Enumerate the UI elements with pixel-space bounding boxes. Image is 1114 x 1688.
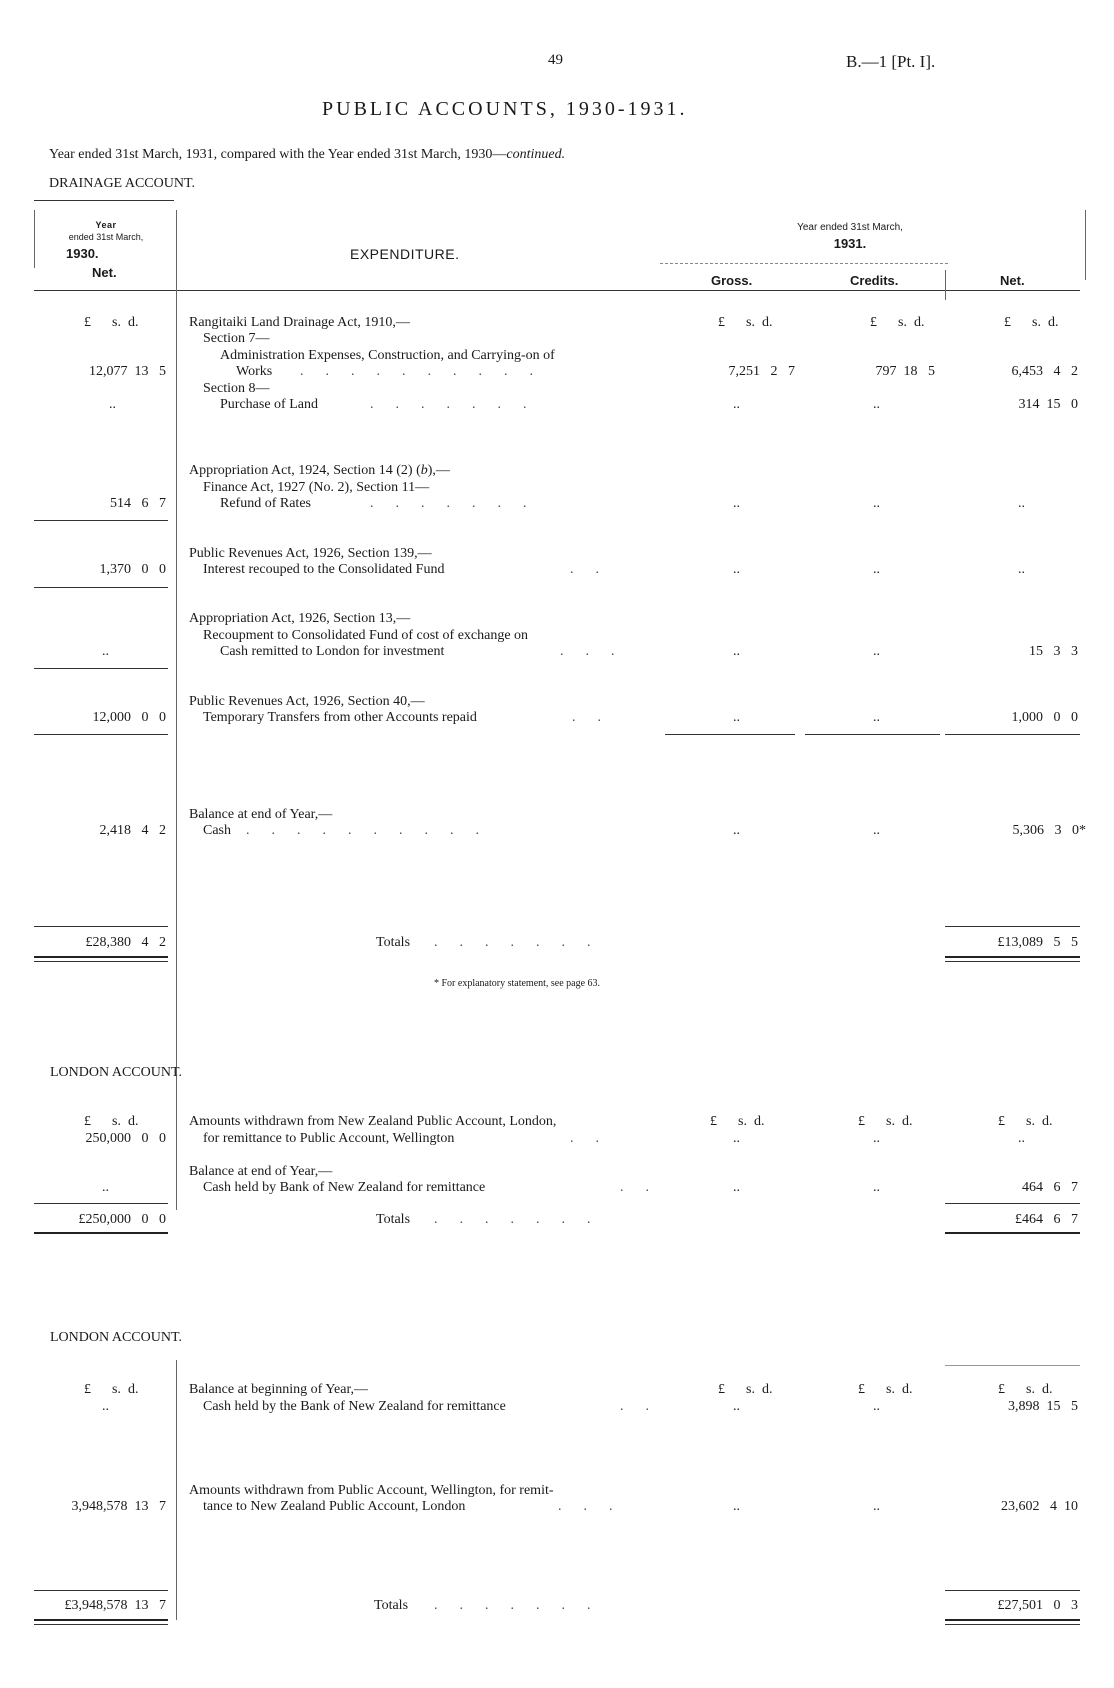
row-gross: ..: [733, 1499, 740, 1514]
row-gross: ..: [733, 1399, 740, 1414]
row-net: 15 3 3: [1029, 644, 1078, 659]
row-left-value: ..: [102, 1399, 109, 1414]
page-number: 49: [548, 52, 563, 68]
row-sub: Interest recouped to the Consolidated Fund: [203, 562, 445, 577]
row-desc: Public Revenues Act, 1926, Section 139,—: [189, 546, 432, 561]
currency-net: £ s. d.: [998, 1382, 1053, 1397]
row-desc: Balance at end of Year,—: [189, 807, 333, 822]
row-sub: Cash: [203, 823, 231, 838]
row-net: 5,306 3 0*: [1012, 823, 1086, 838]
left-col-head-year: Year: [95, 220, 117, 230]
row-credits: ..: [873, 496, 880, 511]
row-sub: tance to New Zealand Public Account, London: [203, 1499, 466, 1514]
gross-head: Gross.: [711, 273, 753, 288]
totals-left-value: £28,380 4 2: [85, 935, 166, 950]
row-net: 3,898 15 5: [1008, 1399, 1078, 1414]
row-left-value: 250,000 0 0: [85, 1131, 166, 1146]
row-left-value: 3,948,578 13 7: [71, 1499, 166, 1514]
credits-head: Credits.: [850, 273, 899, 288]
row-left-value: ..: [102, 1180, 109, 1195]
row-credits: ..: [873, 562, 880, 577]
row-desc: Appropriation Act, 1924, Section 14 (2) (b),—: [189, 463, 450, 478]
london-section-title: LONDON ACCOUNT.: [50, 1330, 182, 1345]
row-net: ..: [1018, 1131, 1025, 1146]
row-left-value: ..: [109, 397, 116, 412]
row-credits: ..: [873, 1399, 880, 1414]
row-sub: Cash held by Bank of New Zealand for remittance: [203, 1180, 486, 1195]
row-credits: ..: [873, 644, 880, 659]
currency-net: £ s. d.: [998, 1114, 1053, 1129]
row-net: 23,602 4 10: [1001, 1499, 1078, 1514]
row-net: ..: [1018, 562, 1025, 577]
row-sub: Refund of Rates: [220, 496, 311, 511]
row-net: 314 15 0: [1018, 397, 1078, 412]
row-desc: Amounts withdrawn from Public Account, Wellington, for remit-: [189, 1483, 554, 1498]
currency-left: £ s. d.: [84, 315, 139, 330]
row-left-value: 12,000 0 0: [92, 710, 166, 725]
right-head-year: 1931.: [833, 236, 867, 251]
currency-gross: £ s. d.: [718, 1382, 773, 1397]
currency-left: £ s. d.: [84, 1382, 139, 1397]
totals-net-value: £464 6 7: [1015, 1212, 1078, 1227]
london-section-title: LONDON ACCOUNT.: [50, 1065, 182, 1080]
row-desc: Amounts withdrawn from New Zealand Public Account, London,: [189, 1114, 557, 1129]
currency-gross: £ s. d.: [710, 1114, 765, 1129]
row-left-value: 1,370 0 0: [99, 562, 166, 577]
row-gross: ..: [733, 644, 740, 659]
row-desc: Public Revenues Act, 1926, Section 40,—: [189, 694, 425, 709]
row-gross: ..: [733, 1131, 740, 1146]
row-credits: 797 18 5: [875, 364, 935, 379]
page-title: PUBLIC ACCOUNTS, 1930-1931.: [322, 98, 688, 120]
totals-net-value: £27,501 0 3: [997, 1598, 1078, 1613]
row-desc: Rangitaiki Land Drainage Act, 1910,—: [189, 315, 410, 330]
row-left-value: 514 6 7: [110, 496, 166, 511]
left-col-net-head: Net.: [92, 265, 117, 280]
row-net: 1,000 0 0: [1011, 710, 1078, 725]
row-gross: ..: [733, 710, 740, 725]
currency-credits: £ s. d.: [858, 1382, 913, 1397]
document-reference: B.—1 [Pt. I].: [846, 52, 936, 71]
left-col-head-ended: ended 31st March,: [68, 232, 144, 242]
row-sub: Finance Act, 1927 (No. 2), Section 11—: [203, 480, 430, 495]
row-sub: Works: [236, 364, 273, 379]
row-gross: 7,251 2 7: [728, 364, 795, 379]
row-sub: Recoupment to Consolidated Fund of cost of exchange on: [203, 628, 529, 643]
row-sub: Temporary Transfers from other Accounts repaid: [203, 710, 477, 725]
row-credits: ..: [873, 1180, 880, 1195]
row-credits: ..: [873, 823, 880, 838]
row-gross: ..: [733, 397, 740, 412]
row-gross: ..: [733, 496, 740, 511]
right-head-year-ended: Year ended 31st March,: [797, 222, 903, 233]
row-net: ..: [1018, 496, 1025, 511]
row-left-value: 12,077 13 5: [89, 364, 166, 379]
row-sub: Purchase of Land: [220, 397, 318, 412]
row-credits: ..: [873, 397, 880, 412]
expenditure-head: EXPENDITURE.: [350, 246, 460, 262]
left-col-year: 1930.: [66, 246, 99, 261]
row-sub: for remittance to Public Account, Wellington: [203, 1131, 455, 1146]
row-gross: ..: [733, 1180, 740, 1195]
totals-left-value: £250,000 0 0: [78, 1212, 166, 1227]
row-credits: ..: [873, 1499, 880, 1514]
totals-label: Totals: [374, 1598, 409, 1613]
currency-net: £ s. d.: [1004, 315, 1059, 330]
row-left-value: 2,418 4 2: [99, 823, 166, 838]
row-gross: ..: [733, 823, 740, 838]
row-desc: Balance at beginning of Year,—: [189, 1382, 369, 1397]
currency-gross: £ s. d.: [718, 315, 773, 330]
drainage-section-title: DRAINAGE ACCOUNT.: [49, 176, 195, 191]
row-credits: ..: [873, 1131, 880, 1146]
currency-left: £ s. d.: [84, 1114, 139, 1129]
row-sub: Cash remitted to London for investment: [220, 644, 445, 659]
row-net: 464 6 7: [1022, 1180, 1078, 1195]
totals-left-value: £3,948,578 13 7: [64, 1598, 166, 1613]
footnote: * For explanatory statement, see page 63.: [434, 978, 601, 989]
row-desc: Balance at end of Year,—: [189, 1164, 333, 1179]
row-credits: ..: [873, 710, 880, 725]
row-left-value: ..: [102, 644, 109, 659]
row-desc: Appropriation Act, 1926, Section 13,—: [189, 611, 411, 626]
totals-label: Totals: [376, 935, 411, 950]
totals-net-value: £13,089 5 5: [997, 935, 1078, 950]
page-subtitle: Year ended 31st March, 1931, compared with the Year ended 31st March, 1930—continued.: [49, 147, 566, 162]
row-net: 6,453 4 2: [1011, 364, 1078, 379]
row-gross: ..: [733, 562, 740, 577]
row-sub: Section 7—: [203, 331, 270, 346]
row-sub: Section 8—: [203, 381, 270, 396]
row-sub: Administration Expenses, Construction, and Carrying-on of: [220, 348, 555, 363]
row-sub: Cash held by the Bank of New Zealand for remittance: [203, 1399, 506, 1414]
currency-credits: £ s. d.: [870, 315, 925, 330]
totals-label: Totals: [376, 1212, 411, 1227]
currency-credits: £ s. d.: [858, 1114, 913, 1129]
net-head: Net.: [1000, 273, 1025, 288]
